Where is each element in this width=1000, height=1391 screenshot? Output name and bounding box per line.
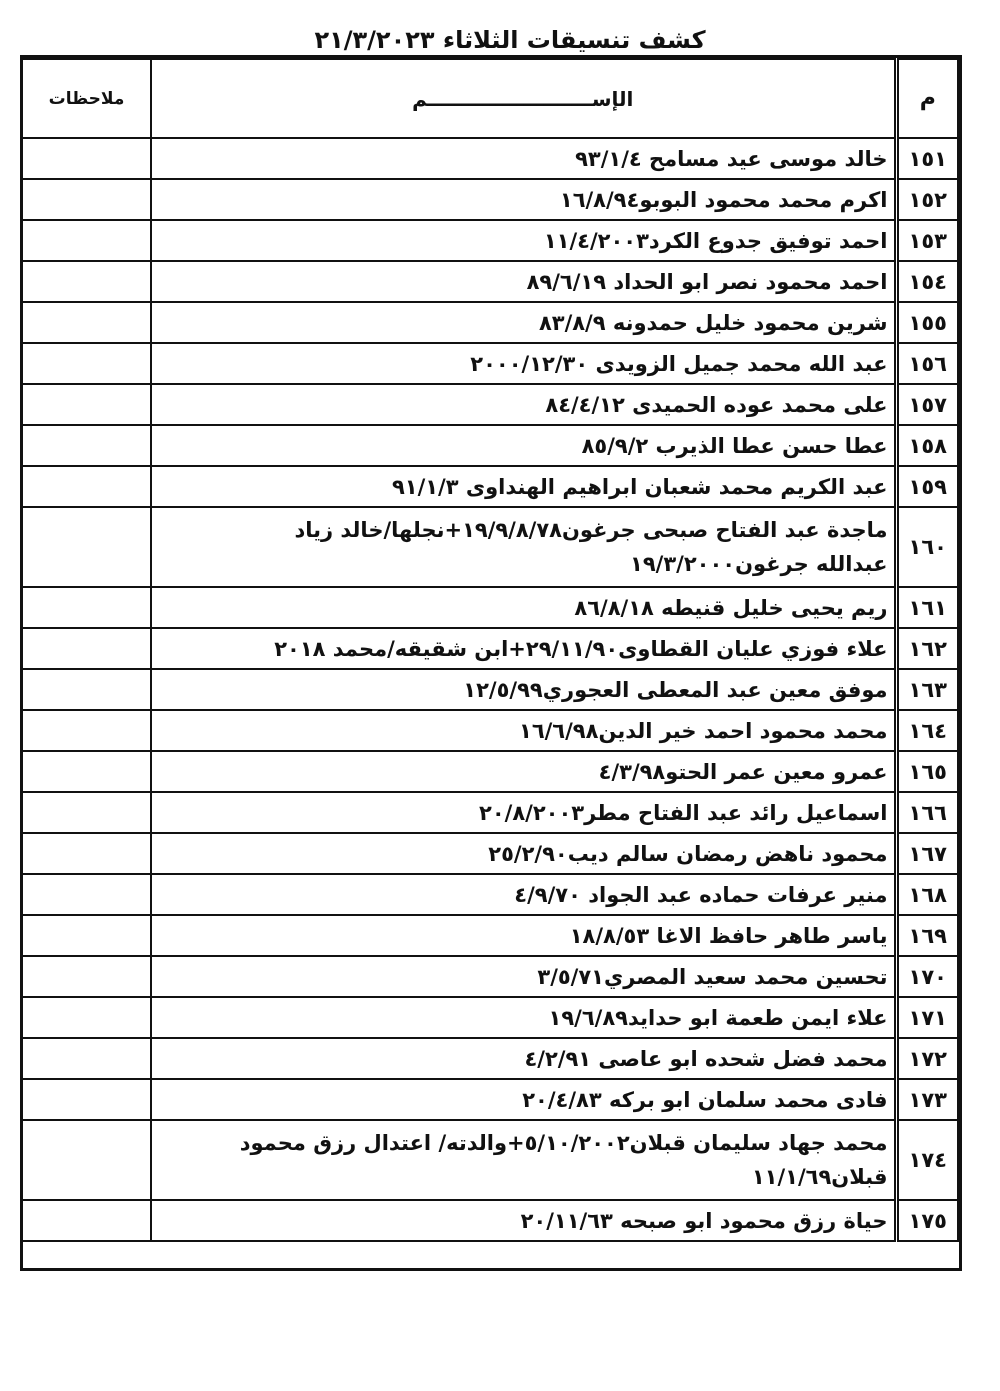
row-number: ١٥٣ [896,220,958,261]
row-number: ١٦٤ [896,710,958,751]
row-name: محمد جهاد سليمان قبلان٥/١٠/٢٠٠٢+والدته/ اعتدال رزق محمود [239,1131,888,1155]
row-name: تحسين محمد سعيد المصري٣/٥/٧١ [537,964,888,989]
row-notes [22,384,151,425]
table-row [22,220,958,261]
row-name: ماجدة عبد الفتاح صبحى جرغون١٩/٩/٨/٧٨+نجلها/خالد زياد [294,518,888,542]
row-name-cell [151,302,896,343]
row-name-cell [151,343,896,384]
row-notes [22,220,151,261]
row-notes [22,710,151,751]
row-number: ١٧٤ [896,1120,958,1200]
table-body [22,138,958,1241]
row-name-cell [151,915,896,956]
header-name: الإســــــــــــــــــــــــم [151,59,896,138]
row-name-cell [151,1079,896,1120]
row-notes [22,1079,151,1120]
row-name-cell [151,628,896,669]
table-row [22,915,958,956]
table-row [22,302,958,343]
row-notes [22,997,151,1038]
row-name: شرين محمود خليل حمدونه ٨٣/٨/٩ [538,310,888,335]
row-name-cell [151,956,896,997]
table-row [22,628,958,669]
row-notes [22,587,151,628]
row-notes [22,425,151,466]
coordination-table-frame [20,55,962,1271]
row-notes [22,915,151,956]
row-name-continued: عبدالله جرغون١٩/٣/٢٠٠٠ [630,552,888,576]
row-name: احمد محمود نصر ابو الحداد ٨٩/٦/١٩ [526,269,888,294]
row-number: ١٦١ [896,587,958,628]
row-notes [22,302,151,343]
row-name-cell [151,874,896,915]
row-name-continued: قبلان١١/١/٦٩ [751,1165,888,1189]
row-number: ١٦٣ [896,669,958,710]
row-name-cell [151,466,896,507]
table-row [22,507,958,587]
table-row [22,874,958,915]
row-name: على محمد عوده الحميدى ٨٤/٤/١٢ [545,392,888,417]
row-number: ١٦٧ [896,833,958,874]
row-notes [22,669,151,710]
row-notes [22,628,151,669]
row-notes [22,792,151,833]
row-notes [22,833,151,874]
row-name-cell [151,1200,896,1241]
table-row [22,669,958,710]
row-number: ١٦٩ [896,915,958,956]
table-row [22,587,958,628]
table-row [22,384,958,425]
row-number: ١٥٢ [896,179,958,220]
row-number: ١٥٤ [896,261,958,302]
row-number: ١٥٧ [896,384,958,425]
row-name: عمرو معين عمر الحتو٤/٣/٩٨ [598,759,888,784]
row-number: ١٧٥ [896,1200,958,1241]
row-name: محمد محمود احمد خير الدين١٦/٦/٩٨ [519,718,888,743]
row-notes [22,138,151,179]
row-notes [22,1120,151,1200]
row-name: علاء ايمن طعمة ابو حدايد١٩/٦/٨٩ [548,1005,888,1030]
row-number: ١٧١ [896,997,958,1038]
row-name: احمد توفيق جدوع الكرد١١/٤/٢٠٠٣ [543,228,888,253]
row-number: ١٥٨ [896,425,958,466]
row-name: محمد فضل شحده ابو عاصى ٤/٢/٩١ [524,1046,888,1071]
table-row [22,833,958,874]
row-notes [22,874,151,915]
row-number: ١٥٩ [896,466,958,507]
row-name: علاء فوزي عليان القطاوى٢٩/١١/٩٠+ابن شقيقه/محمد ٢٠١٨ [274,636,888,661]
table-row [22,710,958,751]
row-name-cell [151,833,896,874]
table-row [22,1079,958,1120]
row-name: محمود ناهض رمضان سالم ديب٢٥/٢/٩٠ [488,841,888,866]
table-row [22,466,958,507]
row-notes [22,261,151,302]
row-name: عبد الله محمد جميل الزويدى ٢٠٠٠/١٢/٣٠ [470,351,888,376]
row-number: ١٧٣ [896,1079,958,1120]
header-number: م [896,59,958,138]
row-name-cell [151,792,896,833]
row-number: ١٧٢ [896,1038,958,1079]
table-row [22,343,958,384]
page-title: كشف تنسيقات الثلاثاء ٢١/٣/٢٠٢٣ [314,26,706,54]
table-row [22,425,958,466]
row-number: ١٦٨ [896,874,958,915]
row-name: ياسر طاهر حافظ الاغا ١٨/٨/٥٣ [569,923,888,948]
row-name: اسماعيل رائد عبد الفتاح مطر٢٠/٨/٢٠٠٣ [479,800,888,825]
row-notes [22,956,151,997]
row-name-cell [151,710,896,751]
table-row [22,261,958,302]
row-name-cell [151,669,896,710]
header-notes: ملاحظات [22,59,151,138]
row-number: ١٦٠ [896,507,958,587]
row-name-cell [151,384,896,425]
row-name: فادى محمد سلمان ابو بركه ٢٠/٤/٨٣ [522,1087,888,1112]
row-name-cell [151,179,896,220]
row-name-cell [151,220,896,261]
row-number: ١٥٥ [896,302,958,343]
row-name-cell [151,1038,896,1079]
row-notes [22,343,151,384]
row-name-cell [151,751,896,792]
row-name-cell [151,1120,896,1200]
table-row [22,1120,958,1200]
row-number: ١٧٠ [896,956,958,997]
row-notes [22,179,151,220]
row-name-cell [151,425,896,466]
row-name: حياة رزق محمود ابو صبحه ٢٠/١١/٦٣ [520,1208,888,1233]
row-name: اكرم محمد محمود البوبو١٦/٨/٩٤ [559,187,888,212]
row-name: ريم يحيى خليل قنيطه ٨٦/٨/١٨ [574,595,888,620]
row-name: عطا حسن عطا الذيرب ٨٥/٩/٢ [581,433,888,458]
row-name: خالد موسى عيد مسامح ٩٣/١/٤ [575,146,888,171]
table-row [22,751,958,792]
row-name: عبد الكريم محمد شعبان ابراهيم الهنداوى ٩١/١/٣ [391,474,888,499]
table-header-row [22,59,958,138]
table-row [22,792,958,833]
row-notes [22,1038,151,1079]
row-number: ١٥٦ [896,343,958,384]
row-name: منير عرفات حماده عبد الجواد ٤/٩/٧٠ [514,882,888,907]
row-name-cell [151,261,896,302]
row-name-cell [151,507,896,587]
table-row [22,1038,958,1079]
row-notes [22,466,151,507]
table-row [22,1200,958,1241]
row-name-cell [151,138,896,179]
row-number: ١٦٦ [896,792,958,833]
row-notes [22,751,151,792]
table-row [22,138,958,179]
row-number: ١٦٢ [896,628,958,669]
row-notes [22,507,151,587]
row-notes [22,1200,151,1241]
row-number: ١٦٥ [896,751,958,792]
row-number: ١٥١ [896,138,958,179]
coordination-table [21,58,959,1242]
row-name: موفق معين عبد المعطى العجوري١٢/٥/٩٩ [463,677,888,702]
table-row [22,997,958,1038]
row-name-cell [151,997,896,1038]
row-name-cell [151,587,896,628]
table-row [22,179,958,220]
table-row [22,956,958,997]
